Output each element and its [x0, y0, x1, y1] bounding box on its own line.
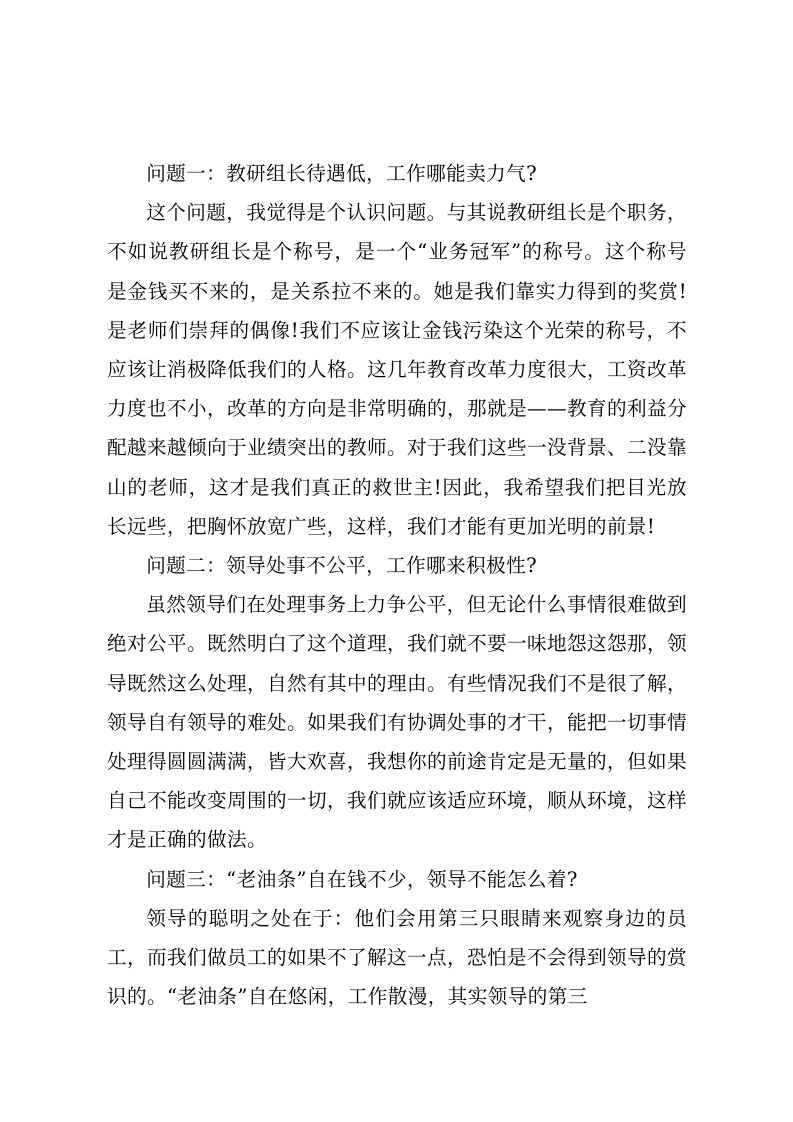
section-1-paragraph: 这个问题，我觉得是个认识问题。与其说教研组长是个职务，不如说教研组长是个称号，是一个“业务冠军”的称号。这个称号是金钱买不来的，是关系拉不来的。她是我们靠实力得到的奖赏!是老师们崇拜的偶像!我们不应该让金钱污染这个光荣的称号，不应该让消极降低我们的人格。这几年教育改革力度很大，工资改革力度也不小，改革的方向是非常明确的，那就是——教育的利益分配越来越倾向于业绩突出的教师。对于我们这些一没背景、二没靠山的老师，这才是我们真正的救世主!因此，我希望我们把目光放长远些，把胸怀放宽广些，这样，我们才能有更加光明的前景! [107, 201, 687, 538]
document-body [107, 154, 687, 1016]
section-3-paragraph: 领导的聪明之处在于：他们会用第三只眼睛来观察身边的员工，而我们做员工的如果不了解这一点，恐怕是不会得到领导的赏识的。“老油条”自在悠闲，工作散漫，其实领导的第三 [107, 906, 687, 1009]
section-1-heading: 问题一：教研组长待遇低，工作哪能卖力气? [146, 162, 537, 185]
section-2-heading: 问题二：领导处事不公平，工作哪来积极性? [146, 554, 537, 578]
section-3-heading: 问题三：“老油条”自在钱不少，领导不能怎么着? [146, 867, 578, 891]
section-2-paragraph: 虽然领导们在处理事务上力争公平，但无论什么事情很难做到绝对公平。既然明白了这个道理，我们就不要一味地怨这怨那，领导既然这么处理，自然有其中的理由。有些情况我们不是很了解，领导自有领导的难处。如果我们有协调处事的才干，能把一切事情处理得圆圆满满，皆大欢喜，我想你的前途肯定是无量的，但如果自己不能改变周围的一切，我们就应该适应环境，顺从环境，这样才是正确的做法。 [107, 593, 687, 852]
